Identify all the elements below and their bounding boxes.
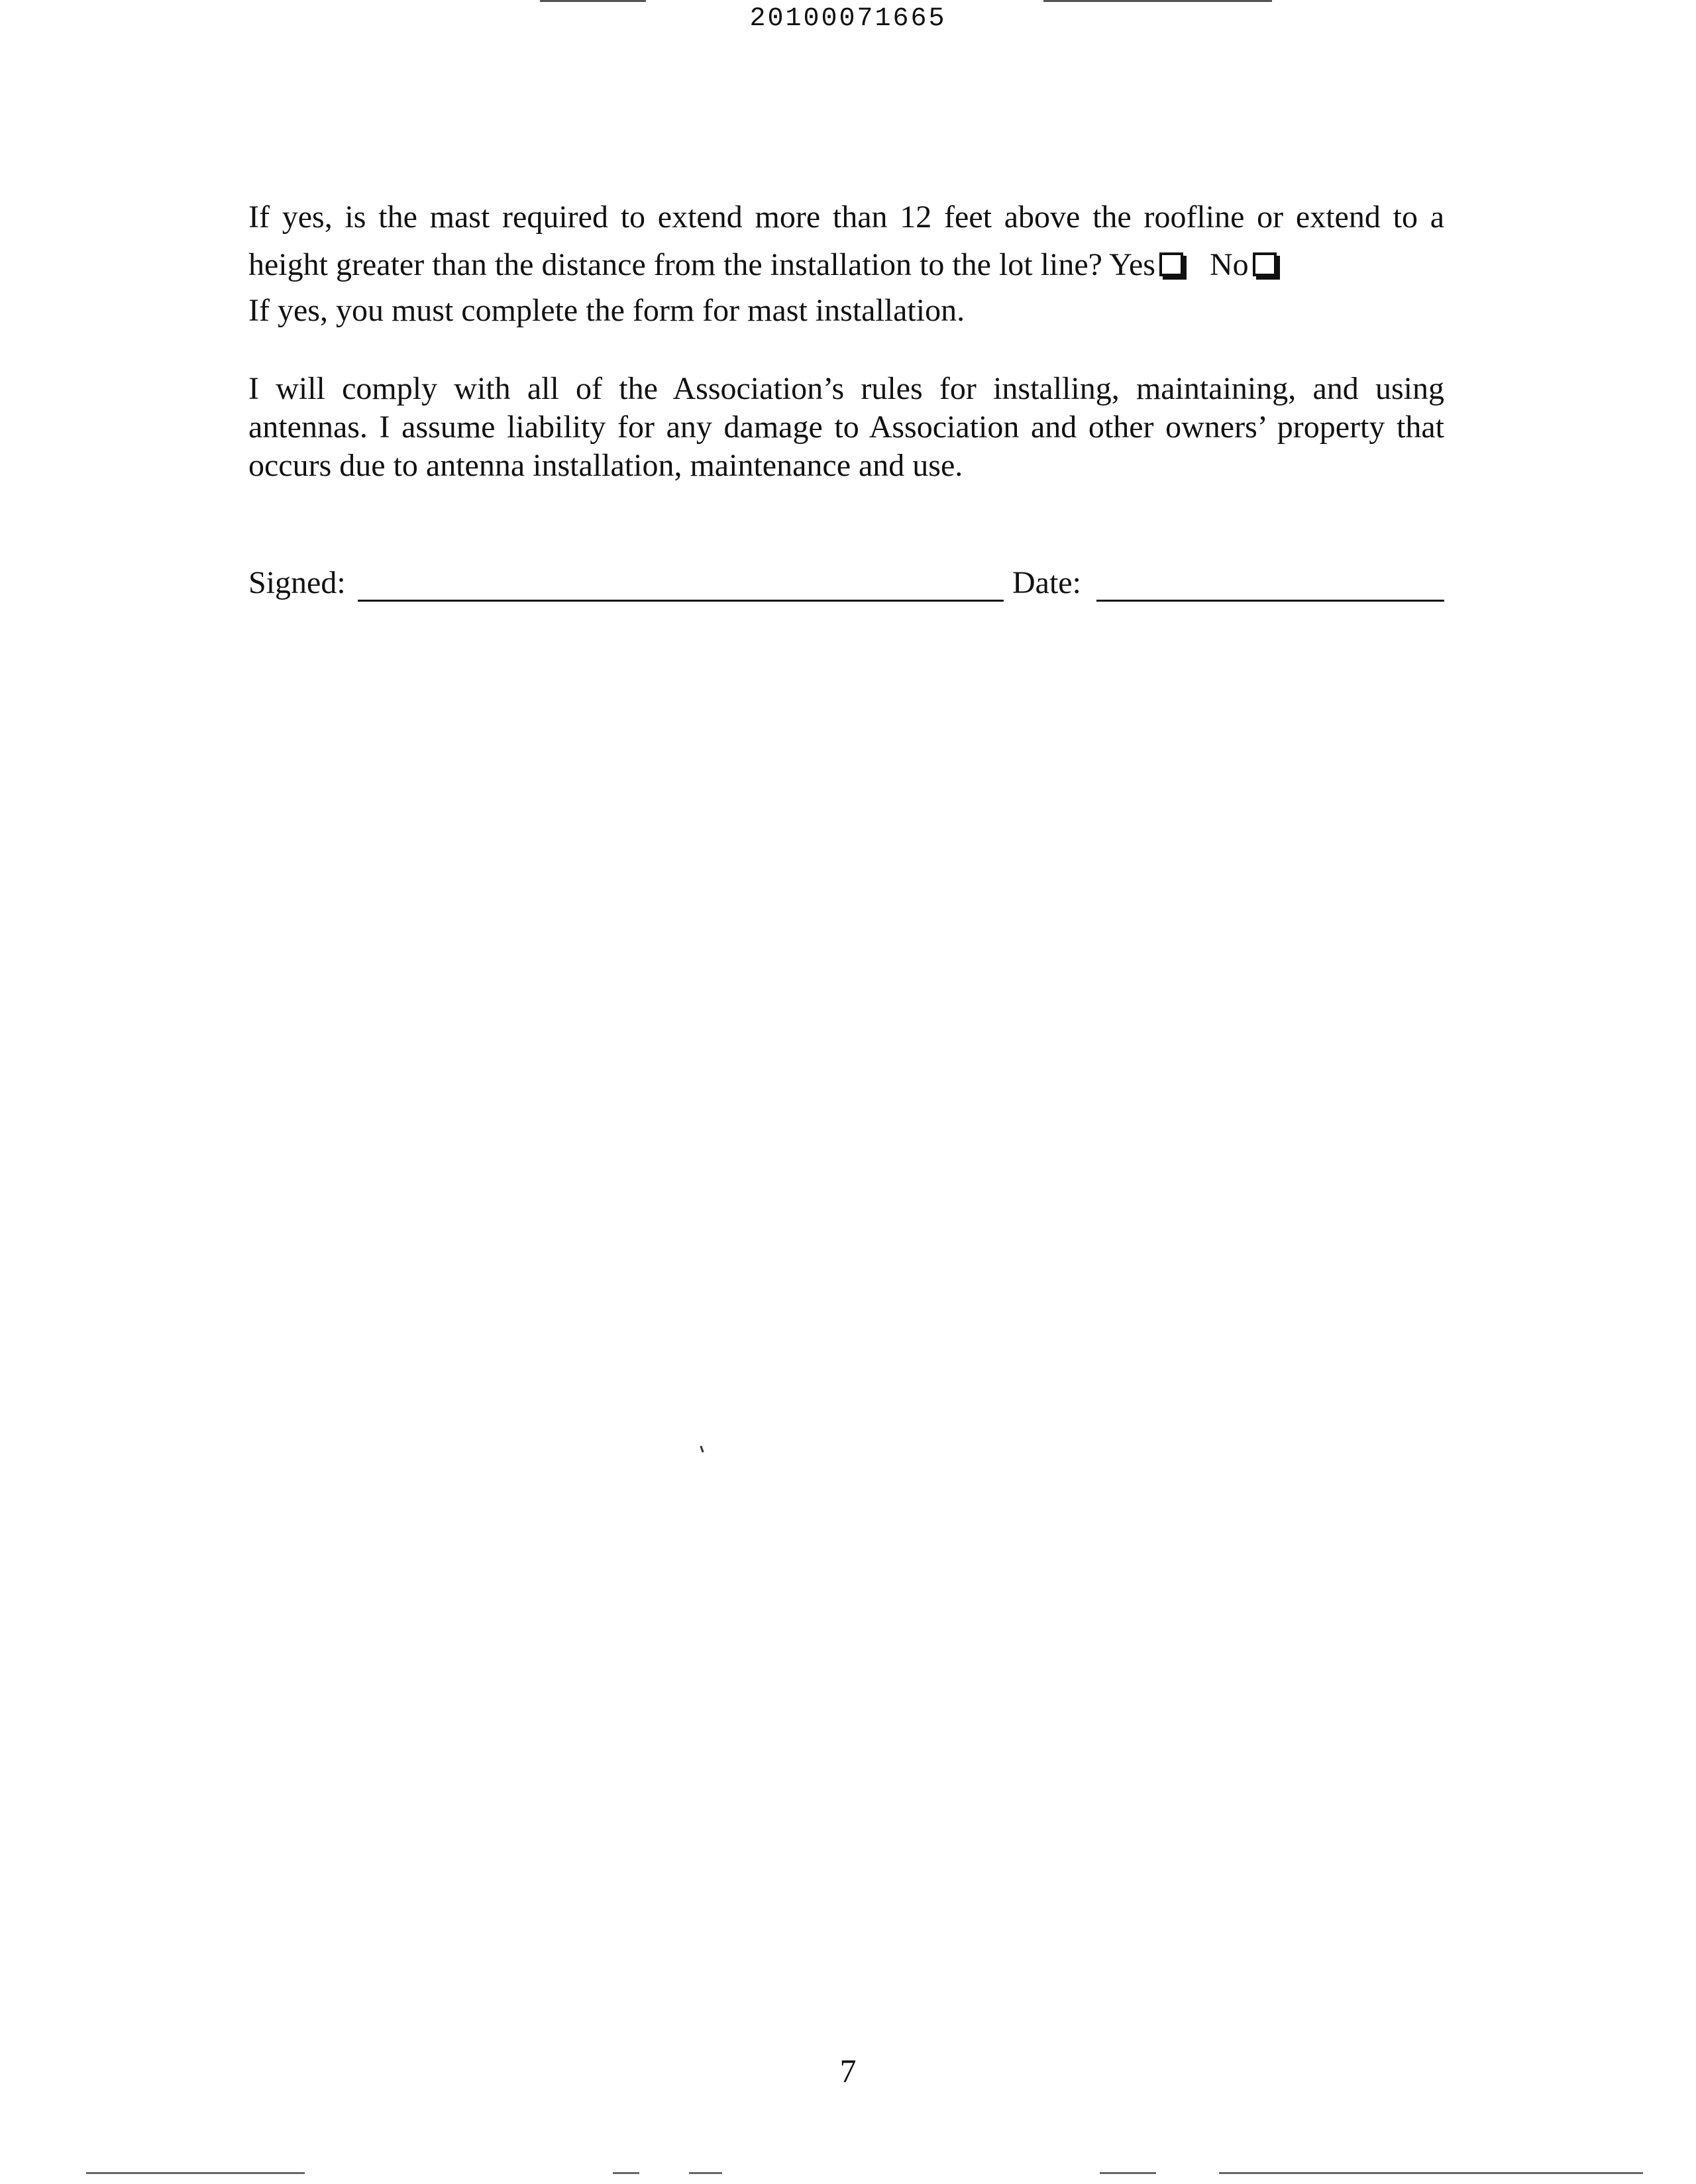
date-line[interactable]	[1096, 600, 1444, 602]
yes-label: Yes	[1109, 247, 1155, 282]
no-label: No	[1209, 247, 1249, 282]
question-line-2	[248, 241, 1444, 289]
bottom-rule-5	[1219, 2172, 1643, 2174]
bottom-rule-1	[86, 2172, 305, 2174]
mast-question	[248, 193, 1444, 333]
date-label: Date:	[1012, 565, 1081, 600]
no-checkbox[interactable]	[1253, 252, 1277, 276]
question-line-2-text: height greater than the distance from the installation to the lot line?	[248, 247, 1102, 282]
scan-speck	[700, 1446, 704, 1452]
bottom-rule-4	[1100, 2172, 1156, 2174]
document-number: 20100071665	[749, 4, 947, 34]
signature-line[interactable]	[358, 600, 1004, 602]
page-number: 7	[839, 2052, 857, 2089]
bottom-rule-2	[613, 2172, 639, 2174]
agreement-paragraph: I will comply with all of the Association’s rules for installing, maintaining, and using antennas. I assume liability for any damage to Association and other owners’ property that occurs due to antenna installation, maintenance and use.	[248, 371, 1444, 483]
question-line-3: If yes, you must complete the form for mast installation.	[248, 293, 965, 328]
bottom-rule-3	[689, 2172, 722, 2174]
signature-row	[248, 560, 1444, 606]
yes-checkbox[interactable]	[1159, 252, 1183, 276]
signed-label: Signed:	[248, 565, 346, 600]
question-line-1: If yes, is the mast required to extend more than 12 feet above the roofline or extend to a	[248, 199, 1444, 235]
